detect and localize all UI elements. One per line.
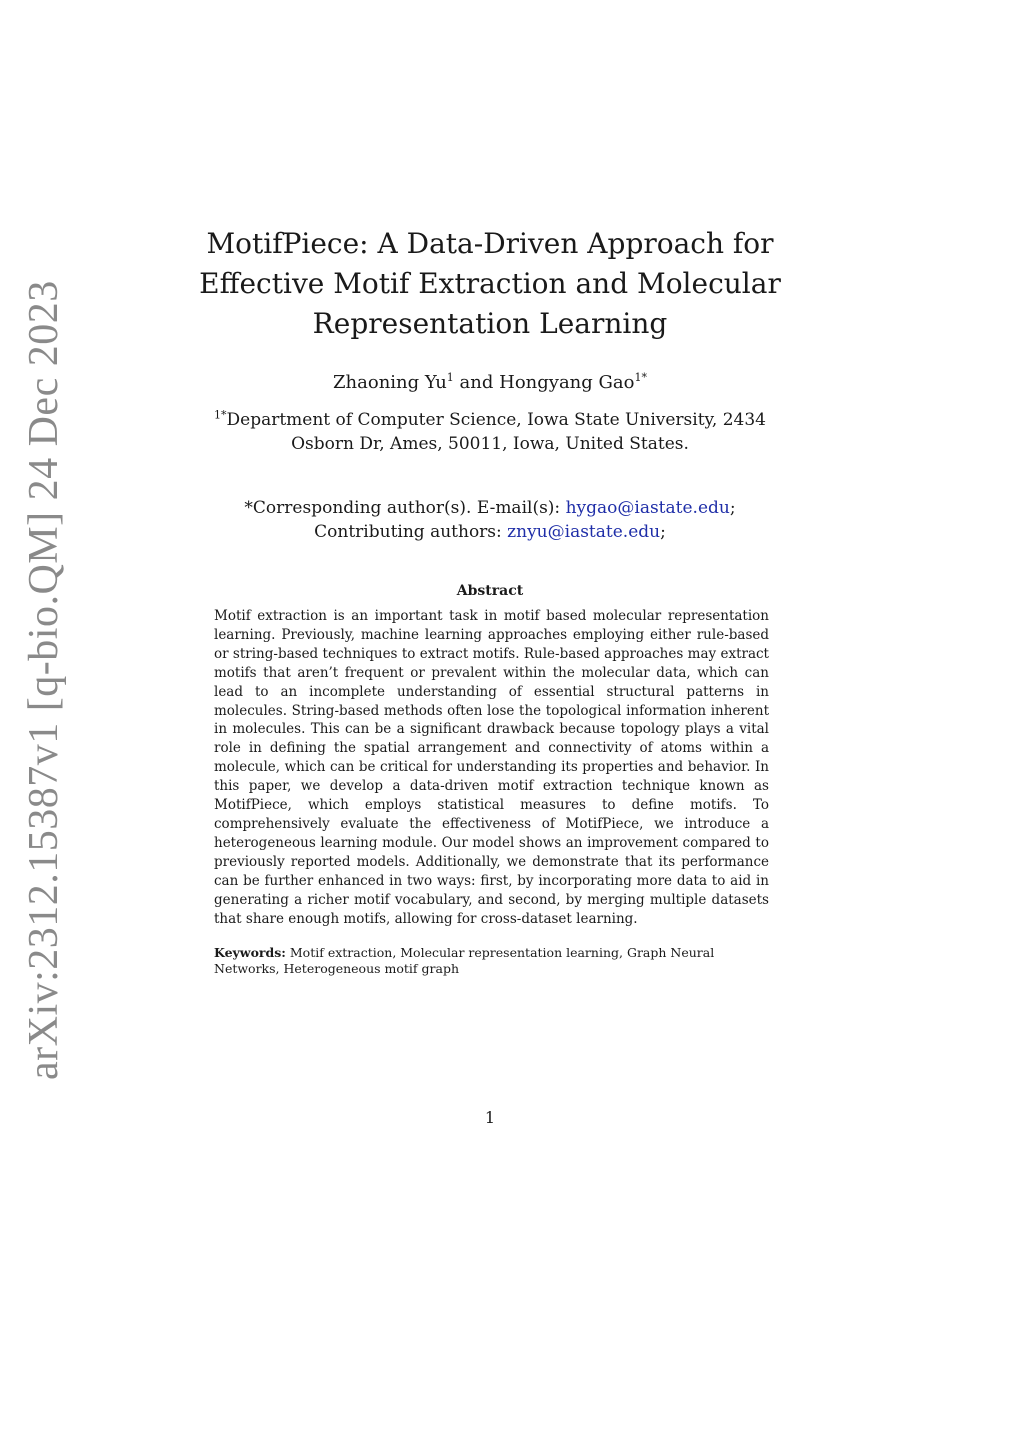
contributing-line <box>180 520 800 544</box>
separator: ; <box>660 522 666 542</box>
affiliation <box>190 408 790 456</box>
author-conjunction: and <box>459 372 494 393</box>
affiliation-text: Department of Computer Science, Iowa State University, 2434 Osborn Dr, Ames, 50011, Iowa, United States. <box>226 410 766 454</box>
paper-title: MotifPiece: A Data-Driven Approach for Effective Motif Extraction and Molecular Representation Learning <box>199 227 781 340</box>
author-name: Hongyang Gao <box>499 372 635 393</box>
affiliation-mark: 1* <box>634 371 647 384</box>
corresponding-line <box>180 496 800 520</box>
keywords-text: Motif extraction, Molecular representation learning, Graph Neural Networks, Heterogeneous motif graph <box>214 945 715 976</box>
separator: ; <box>729 498 736 518</box>
keywords <box>214 945 769 977</box>
arxiv-identifier: arXiv:2312.15387v1 [q-bio.QM] 24 Dec 2023 <box>21 280 67 1080</box>
corresponding-email-link[interactable]: hygao@iastate.edu <box>565 498 730 518</box>
page-number: 1 <box>484 1108 496 1127</box>
affiliation-mark: 1* <box>214 408 227 422</box>
contributing-label: Contributing authors: <box>314 522 502 542</box>
contributing-email-link[interactable]: znyu@iastate.edu <box>507 522 661 542</box>
abstract-heading: Abstract <box>456 583 524 599</box>
corresponding-label: *Corresponding author(s). E-mail(s): <box>244 498 561 518</box>
keywords-label: Keywords: <box>214 945 286 960</box>
affiliation-mark: 1 <box>446 371 454 384</box>
author-name: Zhaoning Yu <box>333 372 447 393</box>
abstract-text: Motif extraction is an important task in motif based molecular representation learning. Previously, machine learning approaches employing either rule-based or string-based techniques to extract motifs. Rule-based approaches may extract motifs that aren’t frequent or prevalent within the molecular data, which can lead to an incomplete understanding of essential structural patterns in molecules. String-based methods often lose the topological information inherent in molecules. This can be a significant drawback because topology plays a vital role in defining the spatial arrangement and connectivity of atoms within a molecule, which can be critical for understanding its properties and behavior. In this paper, we develop a data-driven motif extraction technique known as MotifPiece, which employs statistical measures to define motifs. To comprehensively evaluate the effectiveness of MotifPiece, we introduce a heterogeneous learning module. Our model shows an improvement compared to previously reported models. Additionally, we demonstrate that its performance can be further enhanced in two ways: first, by incorporating more data to aid in generating a richer motif vocabulary, and second, by merging multiple datasets that share enough motifs, allowing for cross-dataset learning. <box>214 608 769 927</box>
correspondence-block <box>180 496 800 544</box>
author-line <box>180 372 800 393</box>
